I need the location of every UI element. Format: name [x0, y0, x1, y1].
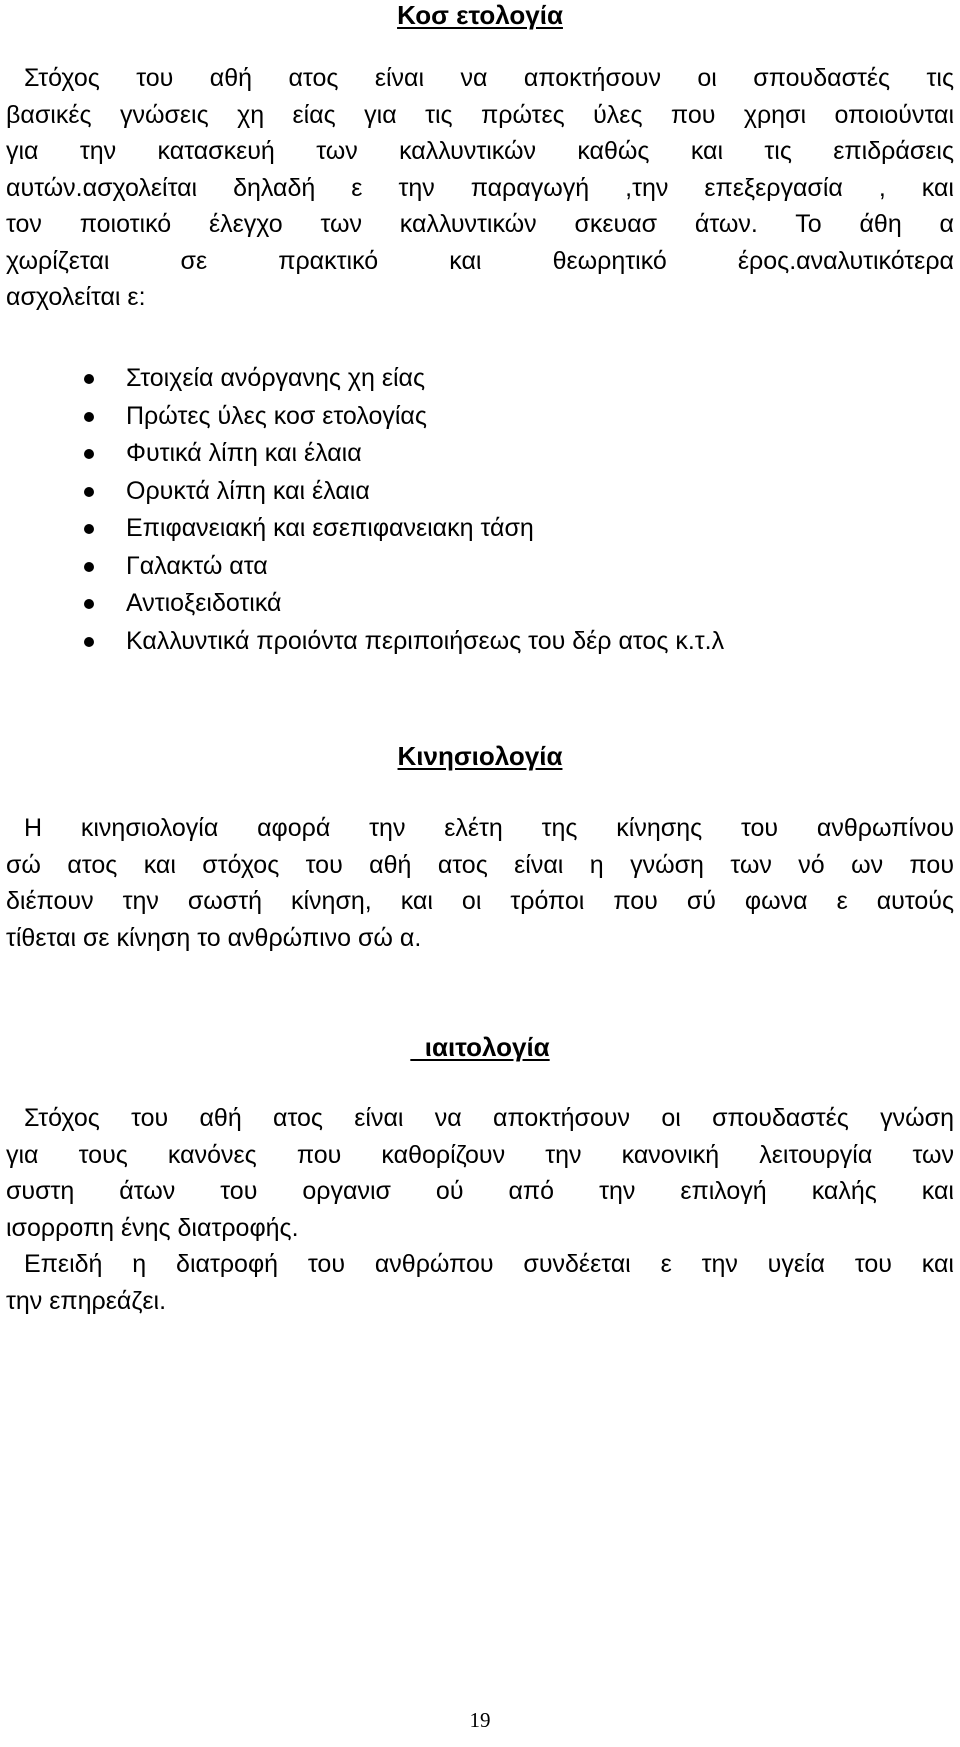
paragraph-line: τίθεται σε κίνηση το ανθρώπινο σώ α.: [6, 923, 422, 952]
list-item-label: Ορυκτά λίπη και έλαια: [126, 476, 370, 505]
paragraph-line: σώ ατος και στόχος του αθή ατος είναι η γνώση των νό ων που: [6, 850, 954, 879]
list-item: [82, 435, 724, 473]
paragraph-line: Επειδή η διατροφή του ανθρώπου συνδέεται ε την υγεία του και: [24, 1250, 954, 1278]
list-item: [82, 585, 724, 623]
list-item-label: Επιφανειακή και εσεπιφανειακη τάση: [126, 514, 534, 542]
paragraph-line: την επηρεάζει.: [6, 1286, 167, 1315]
list-item-label: Στοιχεία ανόργανης χη είας: [126, 364, 426, 392]
paragraph-line: ισορροπη ένης διατροφής.: [6, 1213, 299, 1242]
bullet-icon: [84, 374, 94, 384]
paragraph-line: Στόχος του αθή ατος είναι να αποκτήσουν οι σπουδαστές γνώση: [24, 1104, 954, 1132]
paragraph-line: για την κατασκευή των καλλυντικών καθώς και τις επιδράσεις: [6, 137, 954, 165]
paragraph-line: συστη άτων του οργανισ ού από την επιλογή καλής και: [6, 1177, 954, 1205]
page-number: 19: [469, 1708, 491, 1732]
list-item: [82, 548, 724, 586]
bullet-icon: [84, 524, 94, 534]
list-item: [82, 510, 724, 548]
bullet-icon: [84, 412, 94, 422]
section-title-dietetics: ιαιτολογία: [410, 1032, 550, 1062]
list-item: [82, 398, 724, 436]
list-item-label: Γαλακτώ ατα: [126, 551, 268, 580]
cosmetology-paragraph: [6, 60, 954, 316]
list-item: [82, 473, 724, 511]
bullet-icon: [84, 599, 94, 609]
list-item: [82, 623, 724, 661]
paragraph-line: αυτών.ασχολείται δηλαδή ε την παραγωγή ,την επεξεργασία , και: [6, 173, 954, 202]
bullet-icon: [84, 562, 94, 572]
list-item-label: Καλλυντικά προιόντα περιποιήσεως του δέρ ατος κ.τ.λ: [126, 626, 725, 655]
paragraph-line: ασχολείται ε:: [6, 283, 146, 311]
list-item-label: Φυτικά λίπη και έλαια: [126, 439, 362, 467]
paragraph-line: Η κινησιολογία αφορά την ελέτη της κίνησης του ανθρωπίνου: [24, 814, 954, 842]
paragraph-line: για τους κανόνες που καθορίζουν την κανονική λειτουργία των: [6, 1140, 954, 1169]
paragraph-line: τον ποιοτικό έλεγχο των καλλυντικών σκευασ άτων. Το άθη α: [6, 210, 954, 238]
list-item-label: Πρώτες ύλες κοσ ετολογίας: [126, 401, 427, 430]
bullet-icon: [84, 487, 94, 497]
list-item: [82, 360, 724, 398]
bullet-icon: [84, 449, 94, 459]
section-title-kinesiology: Κινησιολογία: [397, 741, 563, 771]
paragraph-line: διέπουν την σωστή κίνηση, και οι τρόποι που σύ φωνα ε αυτούς: [6, 887, 954, 915]
paragraph-line: Στόχος του αθή ατος είναι να αποκτήσουν οι σπουδαστές τις: [24, 64, 954, 92]
bullet-icon: [84, 637, 94, 647]
section-title-cosmetology: Κοσ ετολογία: [397, 0, 563, 30]
list-item-label: Αντιοξειδοτικά: [126, 589, 282, 617]
kinesiology-paragraph: [6, 810, 954, 956]
paragraph-line: βασικές γνώσεις χη είας για τις πρώτες ύλες που χρησι οποιούνται: [6, 100, 954, 129]
paragraph-line: χωρίζεται σε πρακτικό και θεωρητικό έρος.αναλυτικότερα: [6, 246, 954, 275]
cosmetology-topics-list: [82, 360, 724, 660]
dietetics-paragraph: [6, 1100, 954, 1319]
